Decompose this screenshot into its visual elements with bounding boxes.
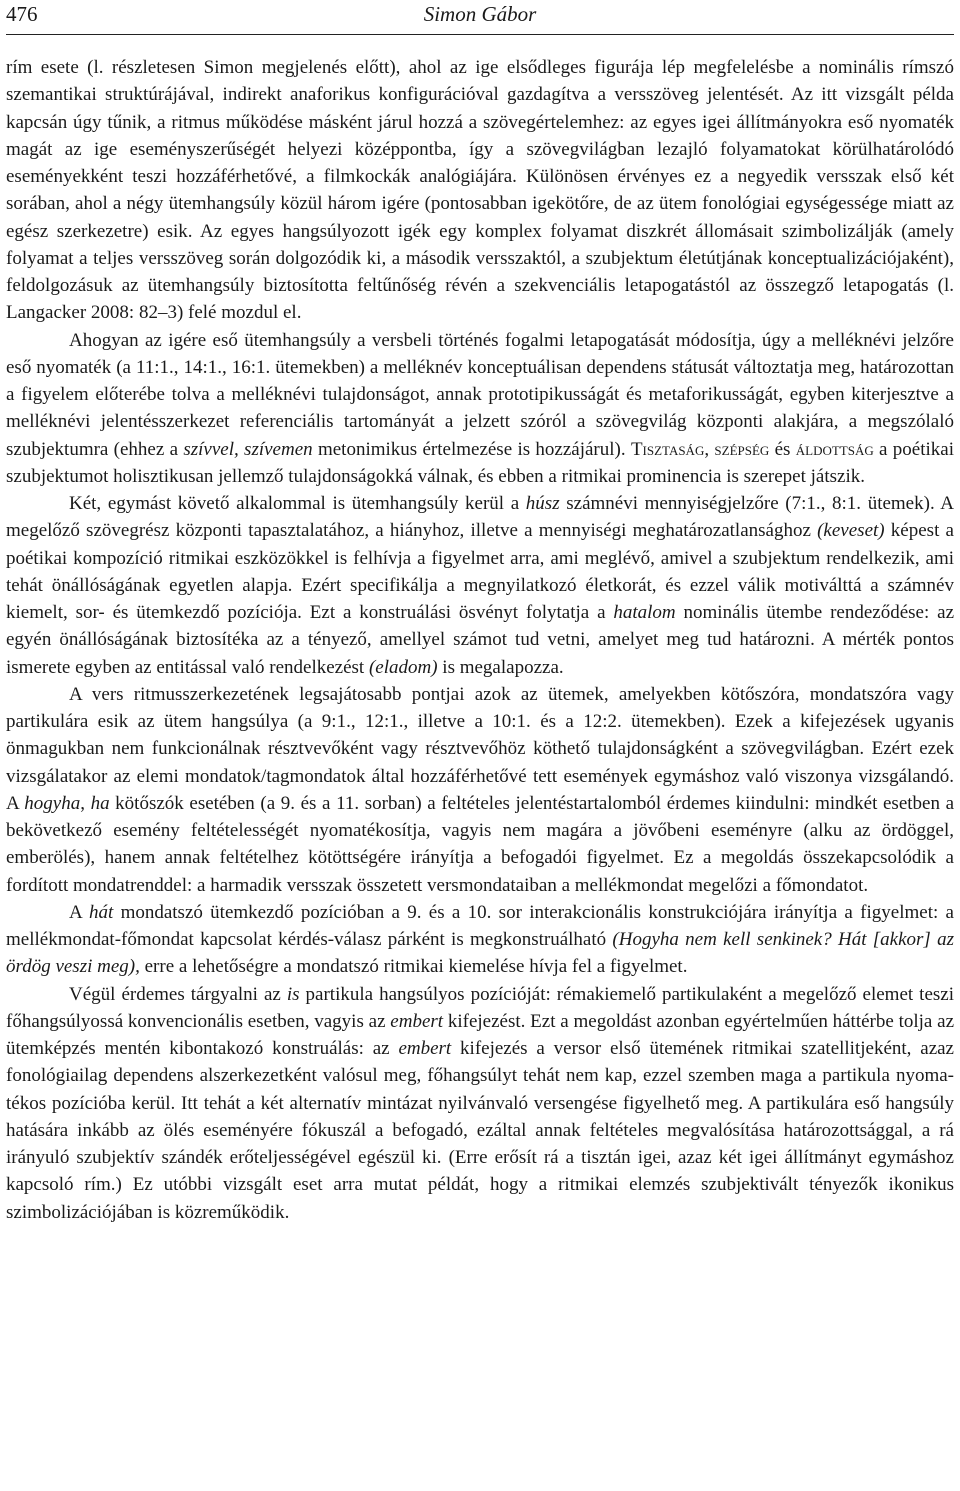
text-run: metonimikus értelmezése is hozzájárul). <box>312 438 631 460</box>
paragraph <box>6 981 954 1226</box>
text-run: a poétikai szubjektumot holisztikusan jellemző tulajdonságokká válnak, és ebben a ritmikai prominencia is szerepet játszik. <box>6 438 955 487</box>
italic-term: (eladom) <box>368 656 438 678</box>
italic-term: ha <box>90 792 110 814</box>
body-text <box>6 54 954 1226</box>
page-number: 476 <box>6 2 38 26</box>
text-run: képest a poétikai kompozíció ritmikai eszközökkel is felhívja a figyelmet arra, ami meglévő, amivel a szubjektum rendelkezik, ami tehát önállóságának egyetlen alapja. Ezért specifikálja a megnyilatkozó életkorát, és ezzel válik motiválttá a számnév kiemelt, sor- és ütemkezdő pozíciója. Ezt a konstruálási ösvényt folytatja a <box>6 520 954 623</box>
text-run: , <box>80 792 91 814</box>
text-run: és <box>769 438 796 460</box>
document-page <box>6 0 954 1491</box>
text-run: mondatszó ütemkezdő pozícióban a 9. és a 10. sor interakcionális konstrukciójára irányítja a figyelmet: a mellékmondat-főmondat kapcsolat kérdés-válasz párként is megkonstruálható <box>6 901 954 950</box>
text-run: nominális ütembe rendeződése: az egyén önállóságának biztosítéka az a tényező, amellyel számot tud vetni, amelyet meg tud határozni. A mérték pontos ismerete egyben az entitással való rendelkezést <box>6 602 955 678</box>
text-run: kifejezést. Ezt a megoldást azonban egyértelműen háttérbe tolja az ütemképzés mentén kibontakozó konstruálás: az <box>6 1010 954 1059</box>
italic-term: húsz <box>525 493 560 514</box>
text-run: A vers ritmusszerkezetének legsajátosabb pontjai azok az ütemek, amelyekben kötőszóra, mondatszóra vagy partikulára esik az ütem hangsúlya (a 9:1., 12:1., illetve a 10:1. és a 12:2. ütemekben). Ezek a kifejezések ugyanis önmagukban nem funkcionálnak résztvevőként vagy résztvevőhöz köthető tulajdonságként a szövegvilágban. Ezért ezek vizsgálatakor az elemi mondatok/tagmondatok által hozzáférhetővé tett események egymáshoz való viszonya vizsgálandó. A <box>6 683 954 814</box>
text-run: kötőszók esetében (a 9. és a 11. sorban) a feltételes jelentéstartalomból érdemes kiindulni: mindkét esetben a bekövetkező esemény feltételességét nyomatékosítja, vagyis nem magára a jövőbeni eseményre (alku az ördöggel, emberölés), hanem annak feltételhez kötöttségére irányítja a befogadói figyelmet. Ez a megoldás összekapcsolódik a fordított mondatrenddel: a harmadik versszak összetett versmondataiban a mellékmondat megelőzi a főmondatot. <box>6 792 954 896</box>
running-title: Simon Gábor <box>423 2 537 26</box>
italic-term: is <box>286 983 300 1005</box>
paragraph <box>6 681 954 899</box>
paragraph <box>6 490 954 681</box>
running-header <box>6 0 954 35</box>
text-run: is megalapozza. <box>437 656 564 678</box>
text-run: Ahogyan az igére eső ütemhangsúly a versbeli történés fogalmi letapogatását módosítja, úgy a melléknévi jelzőre eső nyomaték (a 11:1., 14:1., 16:1. ütemekben) a melléknév konceptuálisan dependens státusát változtatja meg, határozottan a figyelem előterébe tolva a melléknévi tulajdonságot, annak prototipikusságát és metaforikusságát, egyben kiterjesztve a melléknévi jelentésszerkezet referenciális tartományát a jelzett szóról a szövegvilág központi alakjára, a megszólaló szubjektumra (ehhez a <box>6 329 954 460</box>
small-caps-term: Tisztaság, szépség <box>630 438 770 460</box>
paragraph <box>6 54 954 327</box>
text-run: kifejezés a versor első ütemének ritmikai szatellitjeként, azaz fonológiailag dependens alszerkezetként valósul meg, főhangsúlyt tehát nem kap, ezzel szemben maga a partikula nyomatékos pozícióba kerül. Itt tehát a két alternatív mintázat nyilvánvaló versengése figyelhető meg. A partikulára eső hangsúly hatására inkább az ölés eseményére fókuszál a befogadó, ezáltal annak feltételes megvalósítása határozottsággal, a rá irányuló szubjektív szándék erőteljességével egészül ki. (Erre erősít rá a tisztán igei, azaz két igei állítmányt egymáshoz kapcsoló rím.) Ez utóbbi vizsgált eset arra mutat példát, hogy a ritmikai elemzés szubjektivált tényezők ikonikus szimbolizációjában is közreműködik. <box>6 1038 954 1223</box>
italic-term: (Hogyha nem kell senkinek? Hát [akkor] az ördög veszi meg), <box>6 929 954 978</box>
italic-term: hát <box>88 901 114 923</box>
text-run: A <box>69 901 89 923</box>
italic-term: (keveset) <box>817 520 885 542</box>
text-run: erre a lehetőségre a mondatszó ritmikai kiemelése hívja fel a figyelmet. <box>139 956 688 978</box>
text-run: Két, egymást követő alkalommal is ütemhangsúly kerül a <box>69 493 526 514</box>
text-run: rím esete (l. részletesen Simon megjelenés előtt), ahol az ige elsődleges figurája lép megfelelésbe a nominális rímszó szemantikai struktúrájával, indirekt anaforikus konfigurációval gazdagítva a versszöveg jelentését. Az itt vizsgált példa kapcsán úgy tűnik, a ritmus működése másként járul hozzá a szövegértelemhez: az egyes igei állítmányokra eső nyomaték magát az ige eseményszerűségét helyezi középpontba, így a szövegvilágban lezajló folyamatokat körülhatárolódó eseményekként teszi hozzáférhetővé, a filmkockák analógiájára. Különösen érvényes ez a negyedik versszak első két sorában, ahol a négy ütemhangsúly közül három igére (pontosabban igekötőre, de az ütem fonológiai egységessége miatt az egész szerkezetre) esik. Az egyes hangsúlyozott igék egy komplex folyamat diszkrét állomásait szimbolizálják (amely folyamat a teljes versszöveg során dolgozódik ki, a második versszaktól, a szubjektum életútjának konceptualizációjaként), feldolgozásuk az ütemhangsúly biztosította feltűnőség révén a szekvenciális letapogatástól az összegző letapogatás (l. Langacker 2008: 82–3) felé mozdul el. <box>6 57 954 324</box>
paragraph <box>6 327 954 491</box>
small-caps-term: áldottság <box>795 438 874 460</box>
text-run: Végül érdemes tárgyalni az <box>69 983 287 1005</box>
text-run: számnévi mennyiségjelzőre (7:1., 8:1. ütemek). A megelőző szövegrész központi tapasztalatához, a hiányhoz, illetve a mennyiségi meghatározatlansághoz <box>6 493 955 542</box>
italic-term: embert <box>390 1010 444 1032</box>
italic-term: hogyha <box>24 792 81 814</box>
italic-term: hatalom <box>613 602 676 623</box>
paragraph <box>6 899 954 981</box>
italic-term: embert <box>398 1038 452 1059</box>
italic-term: szívvel, szívemen <box>183 438 313 460</box>
text-run: partikula hangsúlyos pozícióját: rémakiemelő partikulaként a megelőző elemet teszi főhangsúlyossá konvencionális esetben, vagyis az <box>6 983 954 1032</box>
